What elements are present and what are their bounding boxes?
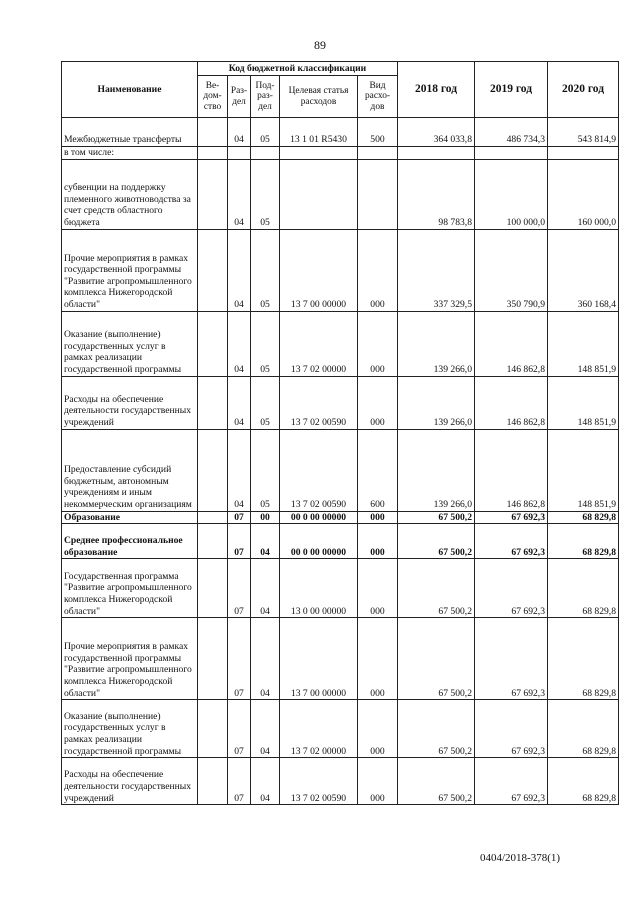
cell-target-article [280, 147, 358, 160]
cell-2020: 148 851,9 [548, 429, 619, 511]
cell-2018 [398, 147, 475, 160]
cell-podrazdel: 04 [251, 618, 280, 700]
cell-2018: 67 500,2 [398, 511, 475, 524]
cell-podrazdel: 05 [251, 159, 280, 229]
cell-2019: 67 692,3 [475, 758, 548, 805]
cell-2020: 148 851,9 [548, 376, 619, 429]
cell-2019: 100 000,0 [475, 159, 548, 229]
cell-2018: 67 500,2 [398, 559, 475, 618]
cell-expense-type: 000 [358, 758, 398, 805]
table-row [62, 700, 619, 758]
cell-2019: 67 692,3 [475, 618, 548, 700]
header-expense-type: Вид расхо-дов [358, 76, 398, 118]
table-row [62, 147, 619, 160]
cell-expense-type: 600 [358, 429, 398, 511]
cell-expense-type: 000 [358, 376, 398, 429]
cell-target-article [280, 159, 358, 229]
cell-name: Расходы на обеспечение деятельности государственных учреждений [62, 376, 198, 429]
cell-2020: 68 829,8 [548, 559, 619, 618]
cell-razdel: 07 [228, 559, 251, 618]
cell-target-article: 13 7 02 00590 [280, 376, 358, 429]
cell-podrazdel: 05 [251, 311, 280, 376]
cell-2019: 67 692,3 [475, 511, 548, 524]
cell-target-article: 13 7 02 00590 [280, 758, 358, 805]
document-code: 0404/2018-378(1) [480, 852, 561, 864]
table-row [62, 159, 619, 229]
cell-name: субвенции на поддержку племенного животноводства за счет средств областного бюджета [62, 159, 198, 229]
cell-razdel: 07 [228, 700, 251, 758]
cell-2020: 68 829,8 [548, 700, 619, 758]
cell-podrazdel: 05 [251, 376, 280, 429]
cell-2018: 139 266,0 [398, 429, 475, 511]
cell-2019: 146 862,8 [475, 429, 548, 511]
cell-podrazdel: 05 [251, 118, 280, 147]
cell-2019: 350 790,9 [475, 229, 548, 311]
cell-2020: 68 829,8 [548, 511, 619, 524]
cell-target-article: 13 0 00 00000 [280, 559, 358, 618]
cell-podrazdel [251, 147, 280, 160]
table-row [62, 311, 619, 376]
table-row [62, 618, 619, 700]
cell-2018: 337 329,5 [398, 229, 475, 311]
cell-expense-type [358, 159, 398, 229]
cell-target-article: 13 7 00 00000 [280, 618, 358, 700]
cell-podrazdel: 05 [251, 229, 280, 311]
cell-vedomstvo [198, 429, 228, 511]
table-row [62, 524, 619, 559]
cell-2019: 146 862,8 [475, 376, 548, 429]
cell-2018: 67 500,2 [398, 758, 475, 805]
cell-razdel: 04 [228, 429, 251, 511]
cell-razdel: 04 [228, 229, 251, 311]
cell-2018: 67 500,2 [398, 524, 475, 559]
cell-razdel [228, 147, 251, 160]
header-2020: 2020 год [548, 62, 619, 118]
cell-2018: 364 033,8 [398, 118, 475, 147]
cell-2019: 67 692,3 [475, 559, 548, 618]
table-row [62, 229, 619, 311]
cell-razdel: 04 [228, 159, 251, 229]
header-2019: 2019 год [475, 62, 548, 118]
cell-2018: 139 266,0 [398, 311, 475, 376]
cell-vedomstvo [198, 559, 228, 618]
cell-podrazdel: 05 [251, 429, 280, 511]
cell-expense-type: 000 [358, 559, 398, 618]
cell-2020 [548, 147, 619, 160]
table-row [62, 376, 619, 429]
cell-2020: 360 168,4 [548, 229, 619, 311]
cell-target-article: 13 7 02 00590 [280, 429, 358, 511]
table-row [62, 429, 619, 511]
cell-name: Среднее профессиональное образование [62, 524, 198, 559]
cell-2020: 543 814,9 [548, 118, 619, 147]
table-body [62, 118, 619, 805]
cell-2018: 139 266,0 [398, 376, 475, 429]
header-razdel: Раз-дел [228, 76, 251, 118]
cell-podrazdel: 04 [251, 758, 280, 805]
page-number: 89 [314, 38, 326, 52]
cell-expense-type [358, 147, 398, 160]
cell-2019: 67 692,3 [475, 700, 548, 758]
cell-razdel: 07 [228, 758, 251, 805]
cell-razdel: 07 [228, 524, 251, 559]
header-target-article: Целевая статья расходов [280, 76, 358, 118]
cell-expense-type: 000 [358, 524, 398, 559]
cell-expense-type: 000 [358, 311, 398, 376]
cell-2019: 67 692,3 [475, 524, 548, 559]
cell-razdel: 07 [228, 511, 251, 524]
table-row [62, 118, 619, 147]
cell-vedomstvo [198, 511, 228, 524]
cell-podrazdel: 04 [251, 700, 280, 758]
cell-2020: 68 829,8 [548, 758, 619, 805]
cell-2018: 67 500,2 [398, 700, 475, 758]
cell-name: Предоставление субсидий бюджетным, автономным учреждениям и иным некоммерческим организациям [62, 429, 198, 511]
cell-2020: 68 829,8 [548, 618, 619, 700]
cell-vedomstvo [198, 159, 228, 229]
header-vedomstvo: Ве-дом-ство [198, 76, 228, 118]
header-2018: 2018 год [398, 62, 475, 118]
cell-target-article: 13 7 02 00000 [280, 700, 358, 758]
cell-expense-type: 500 [358, 118, 398, 147]
cell-name: Прочие мероприятия в рамках государственной программы "Развитие агропромышленного комплекса Нижегородской области" [62, 618, 198, 700]
cell-vedomstvo [198, 376, 228, 429]
table-row [62, 511, 619, 524]
cell-expense-type: 000 [358, 511, 398, 524]
header-podrazdel: Под-раз-дел [251, 76, 280, 118]
cell-2018: 67 500,2 [398, 618, 475, 700]
cell-vedomstvo [198, 618, 228, 700]
cell-2019: 146 862,8 [475, 311, 548, 376]
cell-razdel: 07 [228, 618, 251, 700]
cell-vedomstvo [198, 311, 228, 376]
cell-podrazdel: 00 [251, 511, 280, 524]
cell-name: Прочие мероприятия в рамках государственной программы "Развитие агропромышленного комплекса Нижегородской области" [62, 229, 198, 311]
cell-name: Государственная программа "Развитие агропромышленного комплекса Нижегородской области" [62, 559, 198, 618]
cell-name: Межбюджетные трансферты [62, 118, 198, 147]
cell-expense-type: 000 [358, 700, 398, 758]
cell-2018: 98 783,8 [398, 159, 475, 229]
cell-name: в том числе: [62, 147, 198, 160]
cell-2019 [475, 147, 548, 160]
budget-table [61, 61, 619, 805]
cell-vedomstvo [198, 700, 228, 758]
cell-vedomstvo [198, 524, 228, 559]
cell-podrazdel: 04 [251, 559, 280, 618]
cell-2019: 486 734,3 [475, 118, 548, 147]
cell-razdel: 04 [228, 376, 251, 429]
header-classification-group: Код бюджетной классификации [198, 62, 398, 76]
cell-name: Оказание (выполнение) государственных услуг в рамках реализации государственной программы [62, 700, 198, 758]
cell-vedomstvo [198, 147, 228, 160]
cell-vedomstvo [198, 118, 228, 147]
cell-target-article: 13 7 00 00000 [280, 229, 358, 311]
cell-expense-type: 000 [358, 229, 398, 311]
cell-name: Образование [62, 511, 198, 524]
header-name: Наименование [62, 62, 198, 118]
cell-target-article: 13 1 01 R5430 [280, 118, 358, 147]
cell-razdel: 04 [228, 118, 251, 147]
cell-target-article: 00 0 00 00000 [280, 524, 358, 559]
cell-2020: 68 829,8 [548, 524, 619, 559]
cell-name: Расходы на обеспечение деятельности государственных учреждений [62, 758, 198, 805]
cell-vedomstvo [198, 758, 228, 805]
cell-razdel: 04 [228, 311, 251, 376]
cell-vedomstvo [198, 229, 228, 311]
cell-2020: 148 851,9 [548, 311, 619, 376]
cell-name: Оказание (выполнение) государственных услуг в рамках реализации государственной программы [62, 311, 198, 376]
cell-target-article: 00 0 00 00000 [280, 511, 358, 524]
cell-podrazdel: 04 [251, 524, 280, 559]
cell-expense-type: 000 [358, 618, 398, 700]
table-row [62, 559, 619, 618]
cell-2020: 160 000,0 [548, 159, 619, 229]
table-row [62, 758, 619, 805]
cell-target-article: 13 7 02 00000 [280, 311, 358, 376]
